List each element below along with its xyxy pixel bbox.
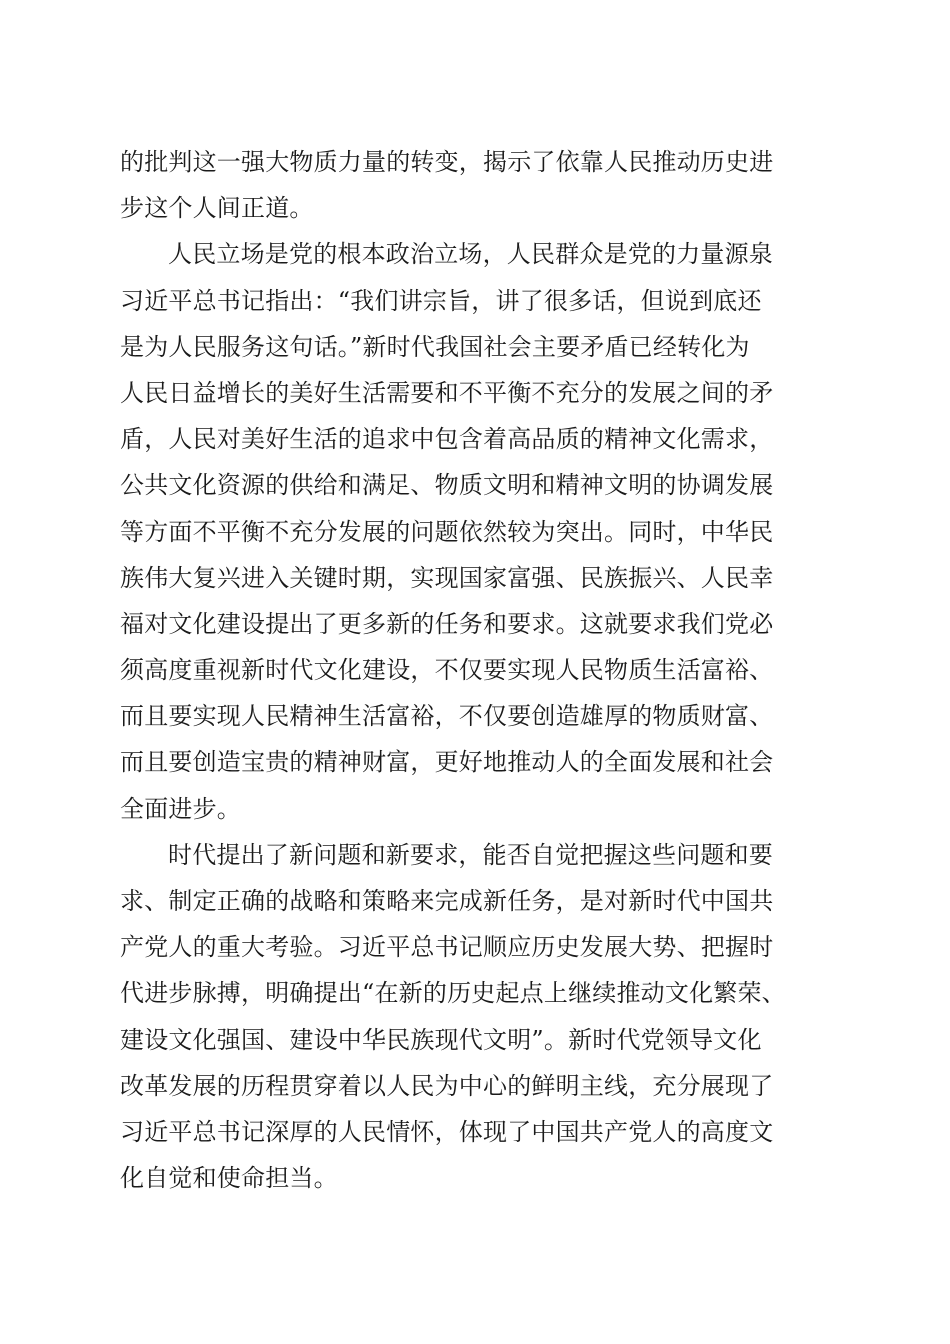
text-line: 公共文化资源的供给和满足、物质文明和精神文明的协调发展 (120, 471, 774, 500)
document-body (120, 139, 840, 1201)
text-line: 代进步脉搏，明确提出“在新的历史起点上继续推动文化繁荣、 (120, 979, 786, 1008)
text-line: 产党人的重大考验。习近平总书记顺应历史发展大势、把握时 (120, 933, 774, 962)
text-line: 的批判这一强大物质力量的转变，揭示了依靠人民推动历史进 (120, 148, 774, 176)
text-line: 化自觉和使命担当。 (120, 1164, 338, 1193)
text-line: 而且要实现人民精神生活富裕，不仅要创造雄厚的物质财富、 (120, 702, 774, 731)
text-line: 习近平总书记指出：“我们讲宗旨，讲了很多话，但说到底还 (120, 286, 762, 315)
text-line: 建设文化强国、建设中华民族现代文明”。新时代党领导文化 (120, 1025, 762, 1054)
text-line: 等方面不平衡不充分发展的问题依然较为突出。同时，中华民 (120, 517, 774, 546)
text-line: 须高度重视新时代文化建设，不仅要实现人民物质生活富裕、 (120, 656, 774, 685)
text-line: 人民日益增长的美好生活需要和不平衡不充分的发展之间的矛 (120, 378, 774, 407)
text-line: 全面进步。 (120, 794, 241, 823)
text-line: 习近平总书记深厚的人民情怀，体现了中国共产党人的高度文 (120, 1117, 774, 1146)
text-line: 福对文化建设提出了更多新的任务和要求。这就要求我们党必 (120, 609, 774, 638)
text-line: 是为人民服务这句话。”新时代我国社会主要矛盾已经转化为 (120, 332, 750, 361)
text-line: 求、制定正确的战略和策略来完成新任务，是对新时代中国共 (120, 887, 774, 915)
text-line: 而且要创造宝贵的精神财富，更好地推动人的全面发展和社会 (120, 748, 774, 777)
text-line: 族伟大复兴进入关键时期，实现国家富强、民族振兴、人民幸 (120, 563, 774, 592)
paragraph-start-line: 时代提出了新问题和新要求，能否自觉把握这些问题和要 (168, 840, 773, 869)
paragraph-start-line: 人民立场是党的根本政治立场，人民群众是党的力量源泉 (168, 240, 773, 269)
text-line: 改革发展的历程贯穿着以人民为中心的鲜明主线，充分展现了 (120, 1071, 774, 1100)
text-line: 盾，人民对美好生活的追求中包含着高品质的精神文化需求， (120, 425, 774, 454)
text-line: 步这个人间正道。 (120, 194, 314, 223)
